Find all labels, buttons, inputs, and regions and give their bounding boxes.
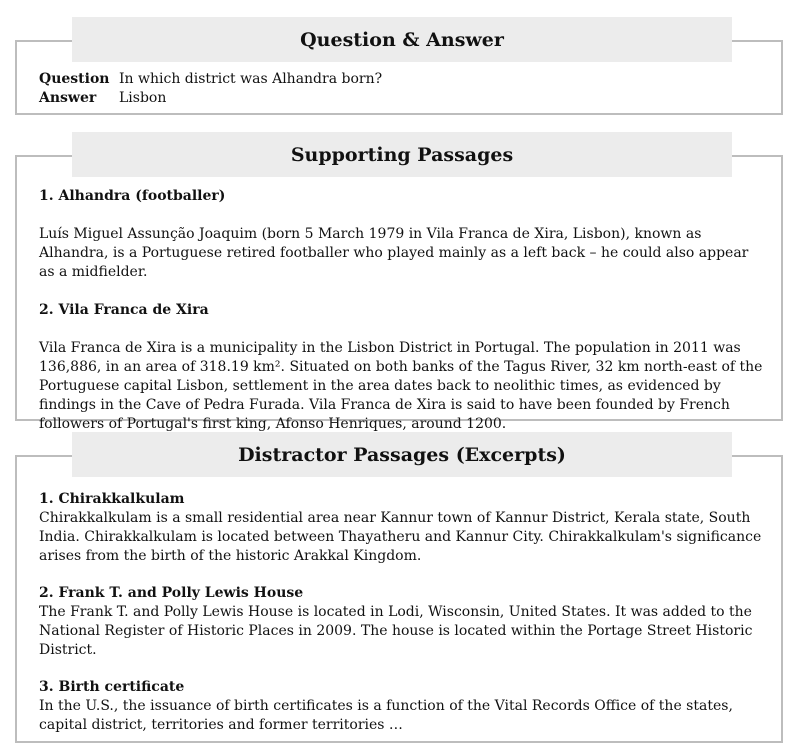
passage-title: 1. Alhandra (footballer) — [39, 188, 226, 204]
answer-row — [39, 89, 763, 108]
distractor-section — [15, 443, 783, 743]
distractor-content — [39, 490, 763, 753]
supporting-passage — [39, 301, 763, 434]
question-text: In which district was Alhandra born? — [119, 71, 383, 87]
qa-heading: Question & Answer — [72, 17, 732, 62]
passage-text: The Frank T. and Polly Lewis House is located in Lodi, Wisconsin, United States. It was added to the National Register of Historic Places in 2009. The house is located within the Portage Street Historic District. — [39, 604, 753, 658]
passage-title: 1. Chirakkalkulam — [39, 491, 185, 507]
supporting-heading: Supporting Passages — [72, 132, 732, 177]
supporting-passage — [39, 187, 763, 282]
distractor-passage — [39, 584, 763, 660]
passage-text: Luís Miguel Assunção Joaquim (born 5 March 1979 in Vila Franca de Xira, Lisbon), known as Alhandra, is a Portuguese retired footballer who played mainly as a left back – he could also appear as a midfielder. — [39, 226, 749, 280]
qa-content — [39, 70, 763, 108]
passage-title: 3. Birth certificate — [39, 679, 185, 695]
passage-title: 2. Vila Franca de Xira — [39, 302, 209, 318]
question-row — [39, 70, 763, 89]
answer-label: Answer — [39, 90, 97, 106]
distractor-heading: Distractor Passages (Excerpts) — [72, 432, 732, 477]
qa-section — [15, 28, 783, 115]
distractor-passage — [39, 490, 763, 566]
answer-text: Lisbon — [119, 90, 167, 106]
supporting-section — [15, 143, 783, 432]
distractor-passage — [39, 678, 763, 735]
supporting-content — [39, 187, 763, 453]
passage-title: 2. Frank T. and Polly Lewis House — [39, 585, 304, 601]
passage-text: In the U.S., the issuance of birth certificates is a function of the Vital Records Office of the states, capital district, territories and former territories … — [39, 698, 733, 733]
question-label: Question — [39, 71, 110, 87]
passage-text: Chirakkalkulam is a small residential area near Kannur town of Kannur District, Kerala state, South India. Chirakkalkulam is located between Thayatheru and Kannur City. Chirakkalkulam's significance arises from the birth of the historic Arakkal Kingdom. — [39, 510, 762, 564]
passage-text: Vila Franca de Xira is a municipality in the Lisbon District in Portugal. The population in 2011 was 136,886, in an area of 318.19 km². Situated on both banks of the Tagus River, 32 km north-east of the Portuguese capital Lisbon, settlement in the area dates back to neolithic times, as evidenced by findings in the Cave of Pedra Furada. Vila Franca de Xira is said to have been founded by French followers of Portugal's first king, Afonso Henriques, around 1200. — [39, 340, 763, 432]
